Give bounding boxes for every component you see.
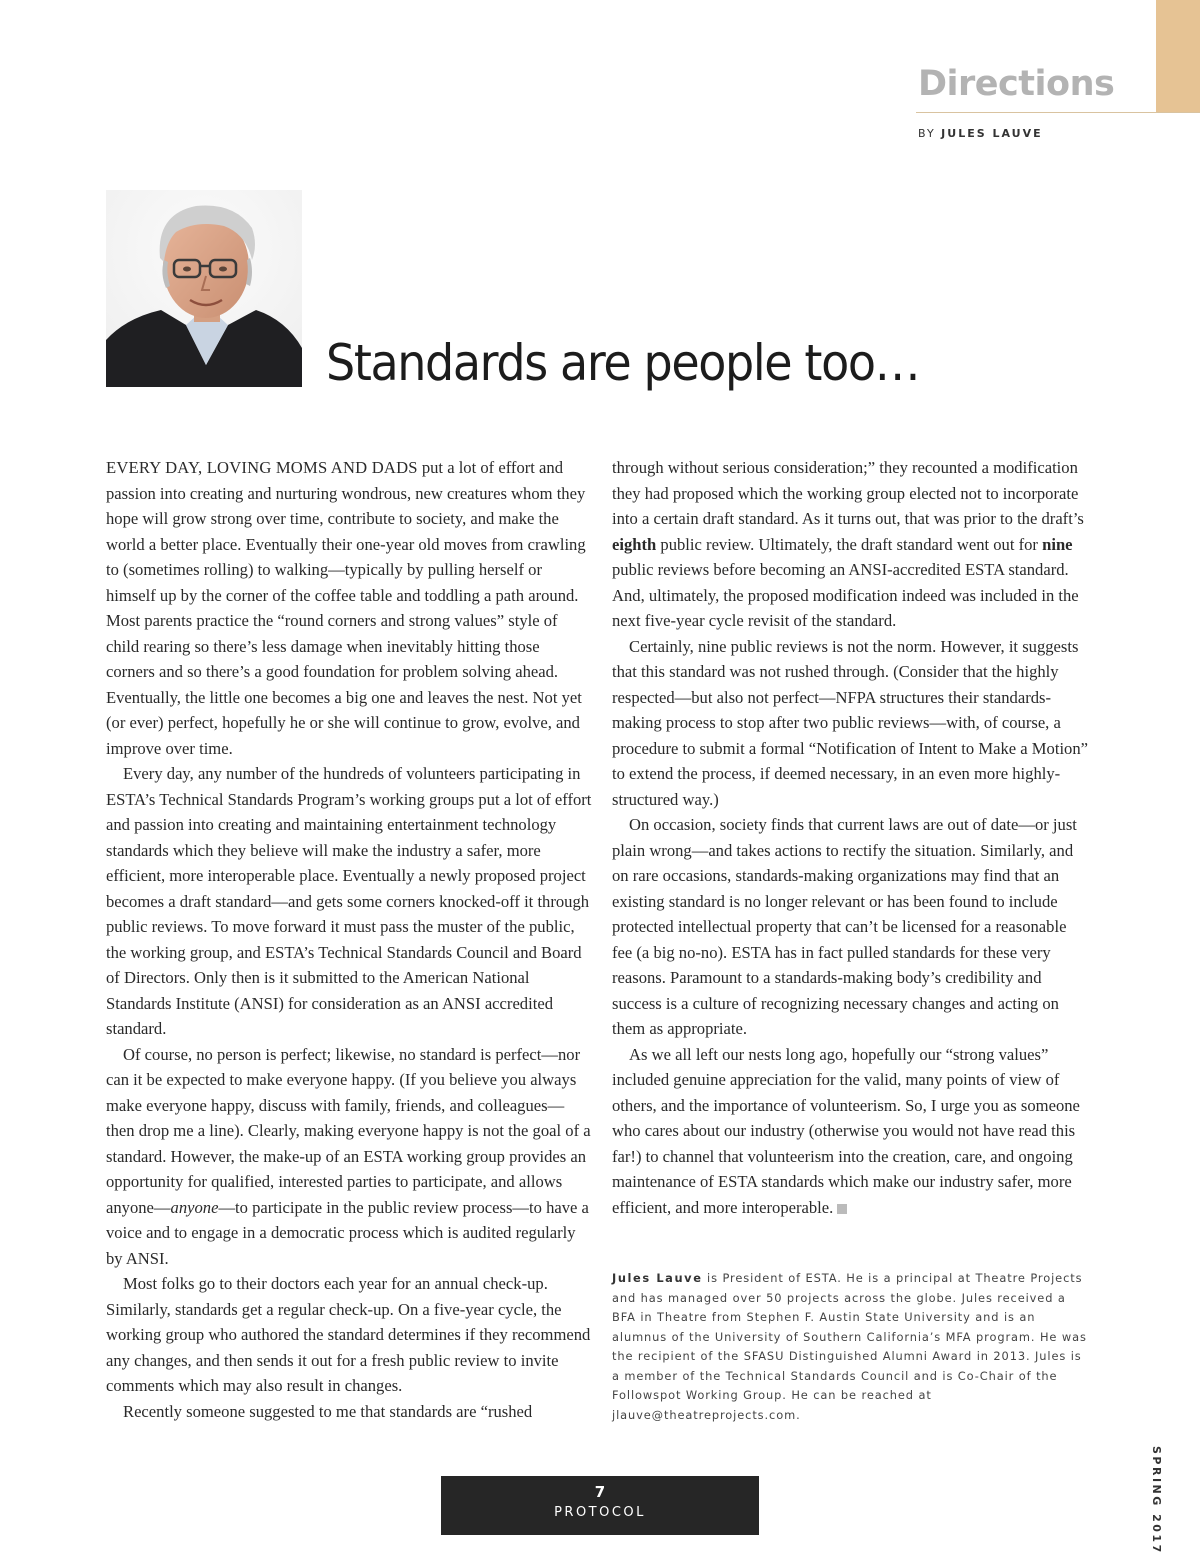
byline-author: JULES LAUVE xyxy=(941,127,1043,140)
paragraph: Certainly, nine public reviews is not the norm. However, it suggests that this standard was not rushed through. (Consider that the highly respected—but also not perfect—NFPA structures their standards-making process to stop after two public reviews—with, of course, a procedure to submit a formal “Notification of Intent to Make a Motion” to extend the process, if deemed necessary, in an even more highly-structured way.) xyxy=(612,636,1089,809)
bio-text: is President of ESTA. He is a principal at Theatre Projects and has managed over 50 projects across the globe. Jules received a BFA in Theatre from Stephen F. Austin State University and is an alumnus of the University of Southern California’s MFA program. He was the recipient of the SFASU Distinguished Alumni Award in 2013. Jules is a member of the Technical Standards Council and is Co-Chair of the Followspot Working Group. He can be reached at jlauve@theatreprojects.com. xyxy=(612,1271,1087,1422)
bold-word: eighth xyxy=(612,534,657,554)
section-title: Directions xyxy=(918,64,1115,104)
lead-in: EVERY DAY, LOVING MOMS AND DADS xyxy=(106,458,418,477)
page-number: 7 xyxy=(594,1483,606,1501)
article-headline: Standards are people too… xyxy=(326,334,920,392)
byline xyxy=(918,127,1043,140)
paragraph: Recently someone suggested to me that standards are “rushed xyxy=(123,1401,533,1421)
paragraph: As we all left our nests long ago, hopefully our “strong values” included genuine appreciation for the valid, many points of view of others, and the importance of volunteerism. So, I urge you as someone who cares about our industry (otherwise you would not have read this far!) to channel that volunteerism into the creation, care, and ongoing maintenance of ESTA standards which make our industry safer, more efficient, and more interoperable. xyxy=(612,1044,1080,1217)
author-photo xyxy=(106,190,302,387)
paragraph: through without serious consideration;” they recounted a modification they had proposed which the working group elected not to incorporate into a certain draft standard. As it turns out, that was prior to the draft’s eighth public review. Ultimately, the draft standard went out for nine public reviews before becoming an ANSI-accredited ESTA standard. And, ultimately, the proposed modification indeed was included in the next five-year cycle revisit of the standard. xyxy=(612,458,1084,630)
corner-accent-tab xyxy=(1156,0,1200,113)
author-bio xyxy=(612,1269,1092,1425)
bio-name: Jules Lauve xyxy=(612,1271,703,1285)
article-column-right xyxy=(612,455,1088,1220)
page-footer xyxy=(441,1476,759,1535)
byline-prefix: BY xyxy=(918,127,936,140)
header-rule xyxy=(916,112,1200,113)
article-column-left xyxy=(106,455,592,1424)
emphasis: anyone xyxy=(170,1197,219,1217)
magazine-name: PROTOCOL xyxy=(554,1505,646,1520)
paragraph: EVERY DAY, LOVING MOMS AND DADS put a lot of effort and passion into creating and nurturing wondrous, new creatures whom they hope will grow strong over time, contribute to society, and make the world a better place. Eventually their one-year old moves from crawling to (sometimes rolling) to walking—typically by pulling herself or himself up by the corner of the coffee table and toddling a path around. Most parents practice the “round corners and strong values” style of child rearing so there’s less damage when inevitably hitting those corners and so there’s a good foundation for problem solving ahead. Eventually, the little one becomes a big one and leaves the nest. Not yet (or ever) perfect, hopefully he or she will continue to grow, evolve, and improve over time. xyxy=(106,458,586,758)
issue-label: SPRING 2017 xyxy=(1150,1446,1163,1555)
paragraph: Of course, no person is perfect; likewise, no standard is perfect—nor can it be expected to make everyone happy. (If you believe you always make everyone happy, discuss with family, friends, and colleagues—then drop me a line). Clearly, making everyone happy is not the goal of a standard. However, the make-up of an ESTA working group provides an opportunity for qualified, interested parties to participate, and allows anyone—anyone—to participate in the public review process—to have a voice and to engage in a democratic process which is audited regularly by ANSI. xyxy=(106,1044,591,1268)
paragraph: Most folks go to their doctors each year for an annual check-up. Similarly, standards get a regular check-up. On a five-year cycle, the working group who authored the standard determines if they recommend any changes, and then sends it out for a fresh public review to invite comments which may also result in changes. xyxy=(106,1274,591,1395)
end-of-article-square-icon xyxy=(837,1204,847,1214)
bold-word: nine xyxy=(1042,534,1073,554)
paragraph: Every day, any number of the hundreds of volunteers participating in ESTA’s Technical Standards Program’s working groups put a lot of effort and passion into creating and maintaining entertainment technology standards which they believe will make the industry a safer, more efficient, more interoperable place. Eventually a newly proposed project becomes a draft standard—and gets some corners knocked-off it through public reviews. To move forward it must pass the muster of the public, the working group, and ESTA’s Technical Standards Council and Board of Directors. Only then is it submitted to the American National Standards Institute (ANSI) for consideration as an ANSI accredited standard. xyxy=(106,764,592,1038)
paragraph: On occasion, society finds that current laws are out of date—or just plain wrong—and takes actions to rectify the situation. Similarly, and on rare occasions, standards-making organizations may find that an existing standard is no longer relevant or has been found to include protected intellectual property that can’t be licensed for a reasonable fee (a big no-no). ESTA has in fact pulled standards for these very reasons. Paramount to a standards-making body’s credibility and success is a culture of recognizing necessary changes and acting on them as appropriate. xyxy=(612,815,1077,1038)
